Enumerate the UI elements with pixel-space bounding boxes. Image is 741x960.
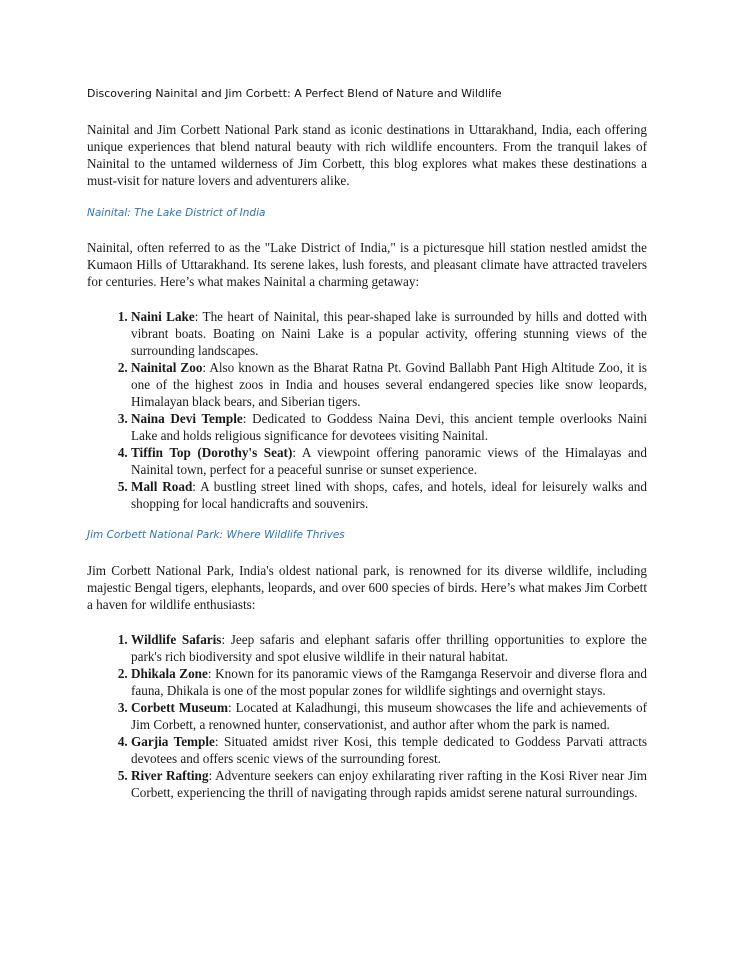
- list-item-title: Naini Lake: [131, 309, 195, 324]
- list-item-text: : Situated amidst river Kosi, this temple dedicated to Goddess Parvati attracts devotees and offers scenic views of the surrounding forest.: [131, 734, 647, 766]
- list-item: [131, 410, 647, 444]
- list-item-title: Nainital Zoo: [131, 360, 203, 375]
- list-item-text: : Located at Kaladhungi, this museum showcases the life and achievements of Jim Corbett, a renowned hunter, conservationist, and author after whom the park is named.: [131, 700, 647, 732]
- list-item-title: Tiffin Top (Dorothy's Seat): [131, 445, 293, 460]
- list-item-text: : A bustling street lined with shops, cafes, and hotels, ideal for leisurely walks and shopping for local handicrafts and souvenirs.: [131, 479, 647, 511]
- intro-paragraph: Nainital and Jim Corbett National Park stand as iconic destinations in Uttarakhand, India, each offering unique experiences that blend natural beauty with rich wildlife encounters. From the tranquil lakes of Nainital to the untamed wilderness of Jim Corbett, this blog explores what makes these destinations a must-visit for nature lovers and adventurers alike.: [87, 122, 647, 188]
- list-item-title: Naina Devi Temple: [131, 411, 243, 426]
- list-item-text: : A viewpoint offering panoramic views of the Himalayas and Nainital town, perfect for a peaceful sunrise or sunset experience.: [131, 445, 647, 477]
- nainital-paragraph: Nainital, often referred to as the "Lake District of India," is a picturesque hill station nestled amidst the Kumaon Hills of Uttarakhand. Its serene lakes, lush forests, and pleasant climate have attracted travelers for centuries. Here’s what makes Nainital a charming getaway:: [87, 240, 647, 289]
- list-item-title: Corbett Museum: [131, 700, 228, 715]
- list-item-title: Mall Road: [131, 479, 193, 494]
- list-item-text: : Dedicated to Goddess Naina Devi, this ancient temple overlooks Naini Lake and holds religious significance for devotees visiting Nainital.: [131, 411, 647, 443]
- document-title: Discovering Nainital and Jim Corbett: A Perfect Blend of Nature and Wildlife: [87, 87, 502, 100]
- corbett-heading: Jim Corbett National Park: Where Wildlife Thrives: [87, 529, 345, 541]
- list-item-text: : Jeep safaris and elephant safaris offer thrilling opportunities to explore the park's rich biodiversity and spot elusive wildlife in their natural habitat.: [131, 632, 647, 664]
- list-item: [131, 733, 647, 767]
- list-item-title: Garjia Temple: [131, 734, 215, 749]
- list-item-title: Dhikala Zone: [131, 666, 208, 681]
- list-item: [131, 767, 647, 801]
- list-item-text: : The heart of Nainital, this pear-shaped lake is surrounded by hills and dotted with vibrant boats. Boating on Naini Lake is a popular activity, offering stunning views of the surrounding landscapes.: [131, 309, 647, 358]
- list-item-title: Wildlife Safaris: [131, 632, 222, 647]
- list-item: [131, 478, 647, 512]
- corbett-paragraph: Jim Corbett National Park, India's oldest national park, is renowned for its diverse wildlife, including majestic Bengal tigers, elephants, leopards, and over 600 species of birds. Here’s what makes Jim Corbett a haven for wildlife enthusiasts:: [87, 563, 647, 612]
- list-item: [131, 359, 647, 410]
- list-item-text: : Known for its panoramic views of the Ramganga Reservoir and diverse flora and fauna, Dhikala is one of the most popular zones for wildlife sightings and overnight stays.: [131, 666, 647, 698]
- nainital-list: [87, 308, 647, 512]
- list-item: [131, 444, 647, 478]
- list-item-text: : Adventure seekers can enjoy exhilarating river rafting in the Kosi River near Jim Corbett, experiencing the thrill of navigating through rapids amidst serene natural surroundings.: [131, 768, 647, 800]
- list-item: [131, 699, 647, 733]
- nainital-heading: Nainital: The Lake District of India: [87, 207, 266, 219]
- list-item-title: River Rafting: [131, 768, 209, 783]
- list-item: [131, 631, 647, 665]
- corbett-list: [87, 631, 647, 801]
- list-item-text: : Also known as the Bharat Ratna Pt. Govind Ballabh Pant High Altitude Zoo, it is one of the highest zoos in India and houses several endangered species like snow leopards, Himalayan black bears, and Siberian tigers.: [131, 360, 647, 409]
- list-item: [131, 308, 647, 359]
- list-item: [131, 665, 647, 699]
